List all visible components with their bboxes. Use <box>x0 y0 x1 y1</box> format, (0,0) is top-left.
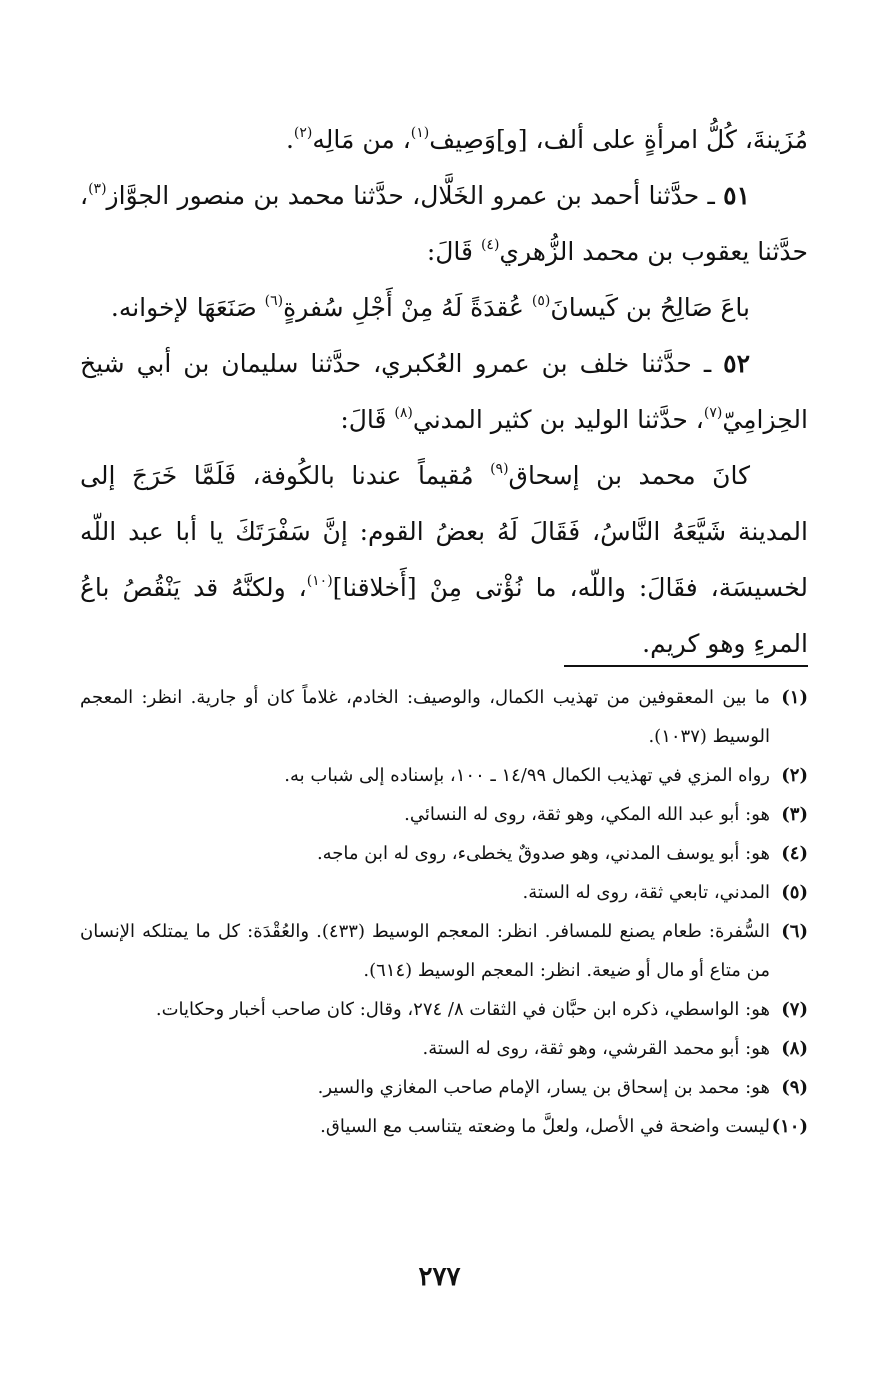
footnote-number: (٧) <box>781 999 808 1020</box>
footnote-ref: (١٠) <box>306 573 333 589</box>
footnote-ref: (١) <box>410 125 430 141</box>
footnote-number: (١) <box>781 687 808 708</box>
footnote-text: ما بين المعقوفين من تهذيب الكمال، والوصيف: الخادم، غلاماً كان أو جارية. انظر: المعجم الوسيط (١٠٣٧). <box>80 687 770 747</box>
footnote-text: السُّفرة: طعام يصنع للمسافر. انظر: المعجم الوسيط (٤٣٣). والعُقْدَة: كل ما يمتلكه الإنسان من متاع أو مال أو ضيعة. انظر: المعجم الوسيط (٦١٤). <box>80 921 770 981</box>
footnote-text: هو: الواسطي، ذكره ابن حبَّان في الثقات ٨/ ٢٧٤، وقال: كان صاحب أخبار وحكايات. <box>155 999 770 1020</box>
footnote <box>80 1068 808 1107</box>
footnote <box>80 912 808 990</box>
footnote <box>80 678 808 756</box>
footnote-number: (٢) <box>781 765 808 786</box>
footnote-ref: (٦) <box>264 293 284 309</box>
footnote <box>80 873 808 912</box>
footnote-text: هو: محمد بن إسحاق بن يسار، الإمام صاحب المغازي والسير. <box>317 1077 770 1098</box>
hadith-number: ٥١ <box>723 181 750 210</box>
footnote <box>80 834 808 873</box>
footnote-ref: (٢) <box>293 125 313 141</box>
paragraph-5 <box>80 448 808 672</box>
footnote-number: (٣) <box>781 804 808 825</box>
footnote-ref: (٤) <box>480 237 500 253</box>
text-segment: قَالَ: <box>426 237 481 266</box>
page-number: ٢٧٧ <box>418 1262 461 1292</box>
text-segment: ـ حدَّثنا خلف بن عمرو العُكبري، حدَّثنا سليمان بن أبي شيخ الحِزامِيّ <box>80 349 808 434</box>
text-segment: باعَ صَالِحُ بن كَيسانَ <box>550 293 750 322</box>
footnote <box>80 756 808 795</box>
footnote-separator <box>564 665 808 667</box>
paragraph-3 <box>80 280 808 336</box>
footnote-ref: (٩) <box>490 461 509 477</box>
footnote-number: (٥) <box>781 882 808 903</box>
text-segment: ـ حدَّثنا أحمد بن عمرو الخَلَّال، حدَّثنا محمد بن منصور الجوَّاز <box>106 181 724 210</box>
footnote-ref: (٧) <box>703 405 723 421</box>
footnote-ref: (٣) <box>88 181 107 197</box>
text-segment: ، حدَّثنا يعقوب بن محمد الزُّهري <box>80 181 808 266</box>
footnote-number: (٨) <box>781 1038 808 1059</box>
footnote-number: (٤) <box>781 843 808 864</box>
footnote-ref: (٨) <box>394 405 413 421</box>
paragraph-52 <box>80 336 808 448</box>
footnote-text: رواه المزي في تهذيب الكمال ١٤/٩٩ ـ ١٠٠، بإسناده إلى شباب به. <box>284 765 770 786</box>
main-text <box>80 112 808 672</box>
hadith-number: ٥٢ <box>723 349 750 378</box>
text-segment: مُقيماً عندنا بالكُوفة، فَلَمَّا خَرَجَ إلى المدينة شَيَّعَهُ النَّاسُ، فَقَالَ لَهُ بعضُ القوم: إنَّ سَفْرَتَكَ يا أبا عبد اللّه لخسيسَة، فقَالَ: واللّه، ما نُؤْتى مِنْ [أَخلاقنا] <box>80 461 809 602</box>
footnote-number: (٩) <box>781 1077 808 1098</box>
paragraph-1 <box>80 112 808 168</box>
footnote-text: هو: أبو عبد الله المكي، وهو ثقة، روى له النسائي. <box>404 804 770 825</box>
text-segment: مُزَينةَ، كُلُّ امرأةٍ على ألف، [و]وَصِيف <box>429 125 808 154</box>
paragraph-51 <box>80 168 808 280</box>
text-segment: قَالَ: <box>340 405 395 434</box>
footnote <box>80 795 808 834</box>
text-segment: ، حدَّثنا الوليد بن كثير المدني <box>412 405 704 434</box>
footnote-text: هو: أبو محمد القرشي، وهو ثقة، روى له الستة. <box>422 1038 770 1059</box>
footnote-text: ليست واضحة في الأصل، ولعلَّ ما وضعته يتناسب مع السياق. <box>320 1116 770 1137</box>
text-segment: ، من مَالِه <box>312 125 411 154</box>
text-segment: صَنَعَهَا لإخوانه. <box>110 293 265 322</box>
footnote-text: المدني، تابعي ثقة، روى له الستة. <box>522 882 770 903</box>
footnote <box>80 1029 808 1068</box>
text-segment: . <box>285 125 294 154</box>
footnote-number: (٦) <box>781 921 808 942</box>
footnote-ref: (٥) <box>531 293 551 309</box>
text-segment: ، ولكنَّهُ قد يَنْقُصُ باعُ المرءِ وهو كريم. <box>80 573 808 658</box>
footnote-text: هو: أبو يوسف المدني، وهو صدوقٌ يخطىء، روى له ابن ماجه. <box>316 843 770 864</box>
footnote <box>80 1107 808 1146</box>
footnote <box>80 990 808 1029</box>
text-segment: كانَ محمد بن إسحاق <box>508 461 750 490</box>
footnotes <box>80 678 808 1146</box>
text-segment: عُقدَةً لَهُ مِنْ أَجْلِ سُفرةٍ <box>283 293 532 322</box>
footnote-number: (١٠) <box>771 1116 808 1137</box>
